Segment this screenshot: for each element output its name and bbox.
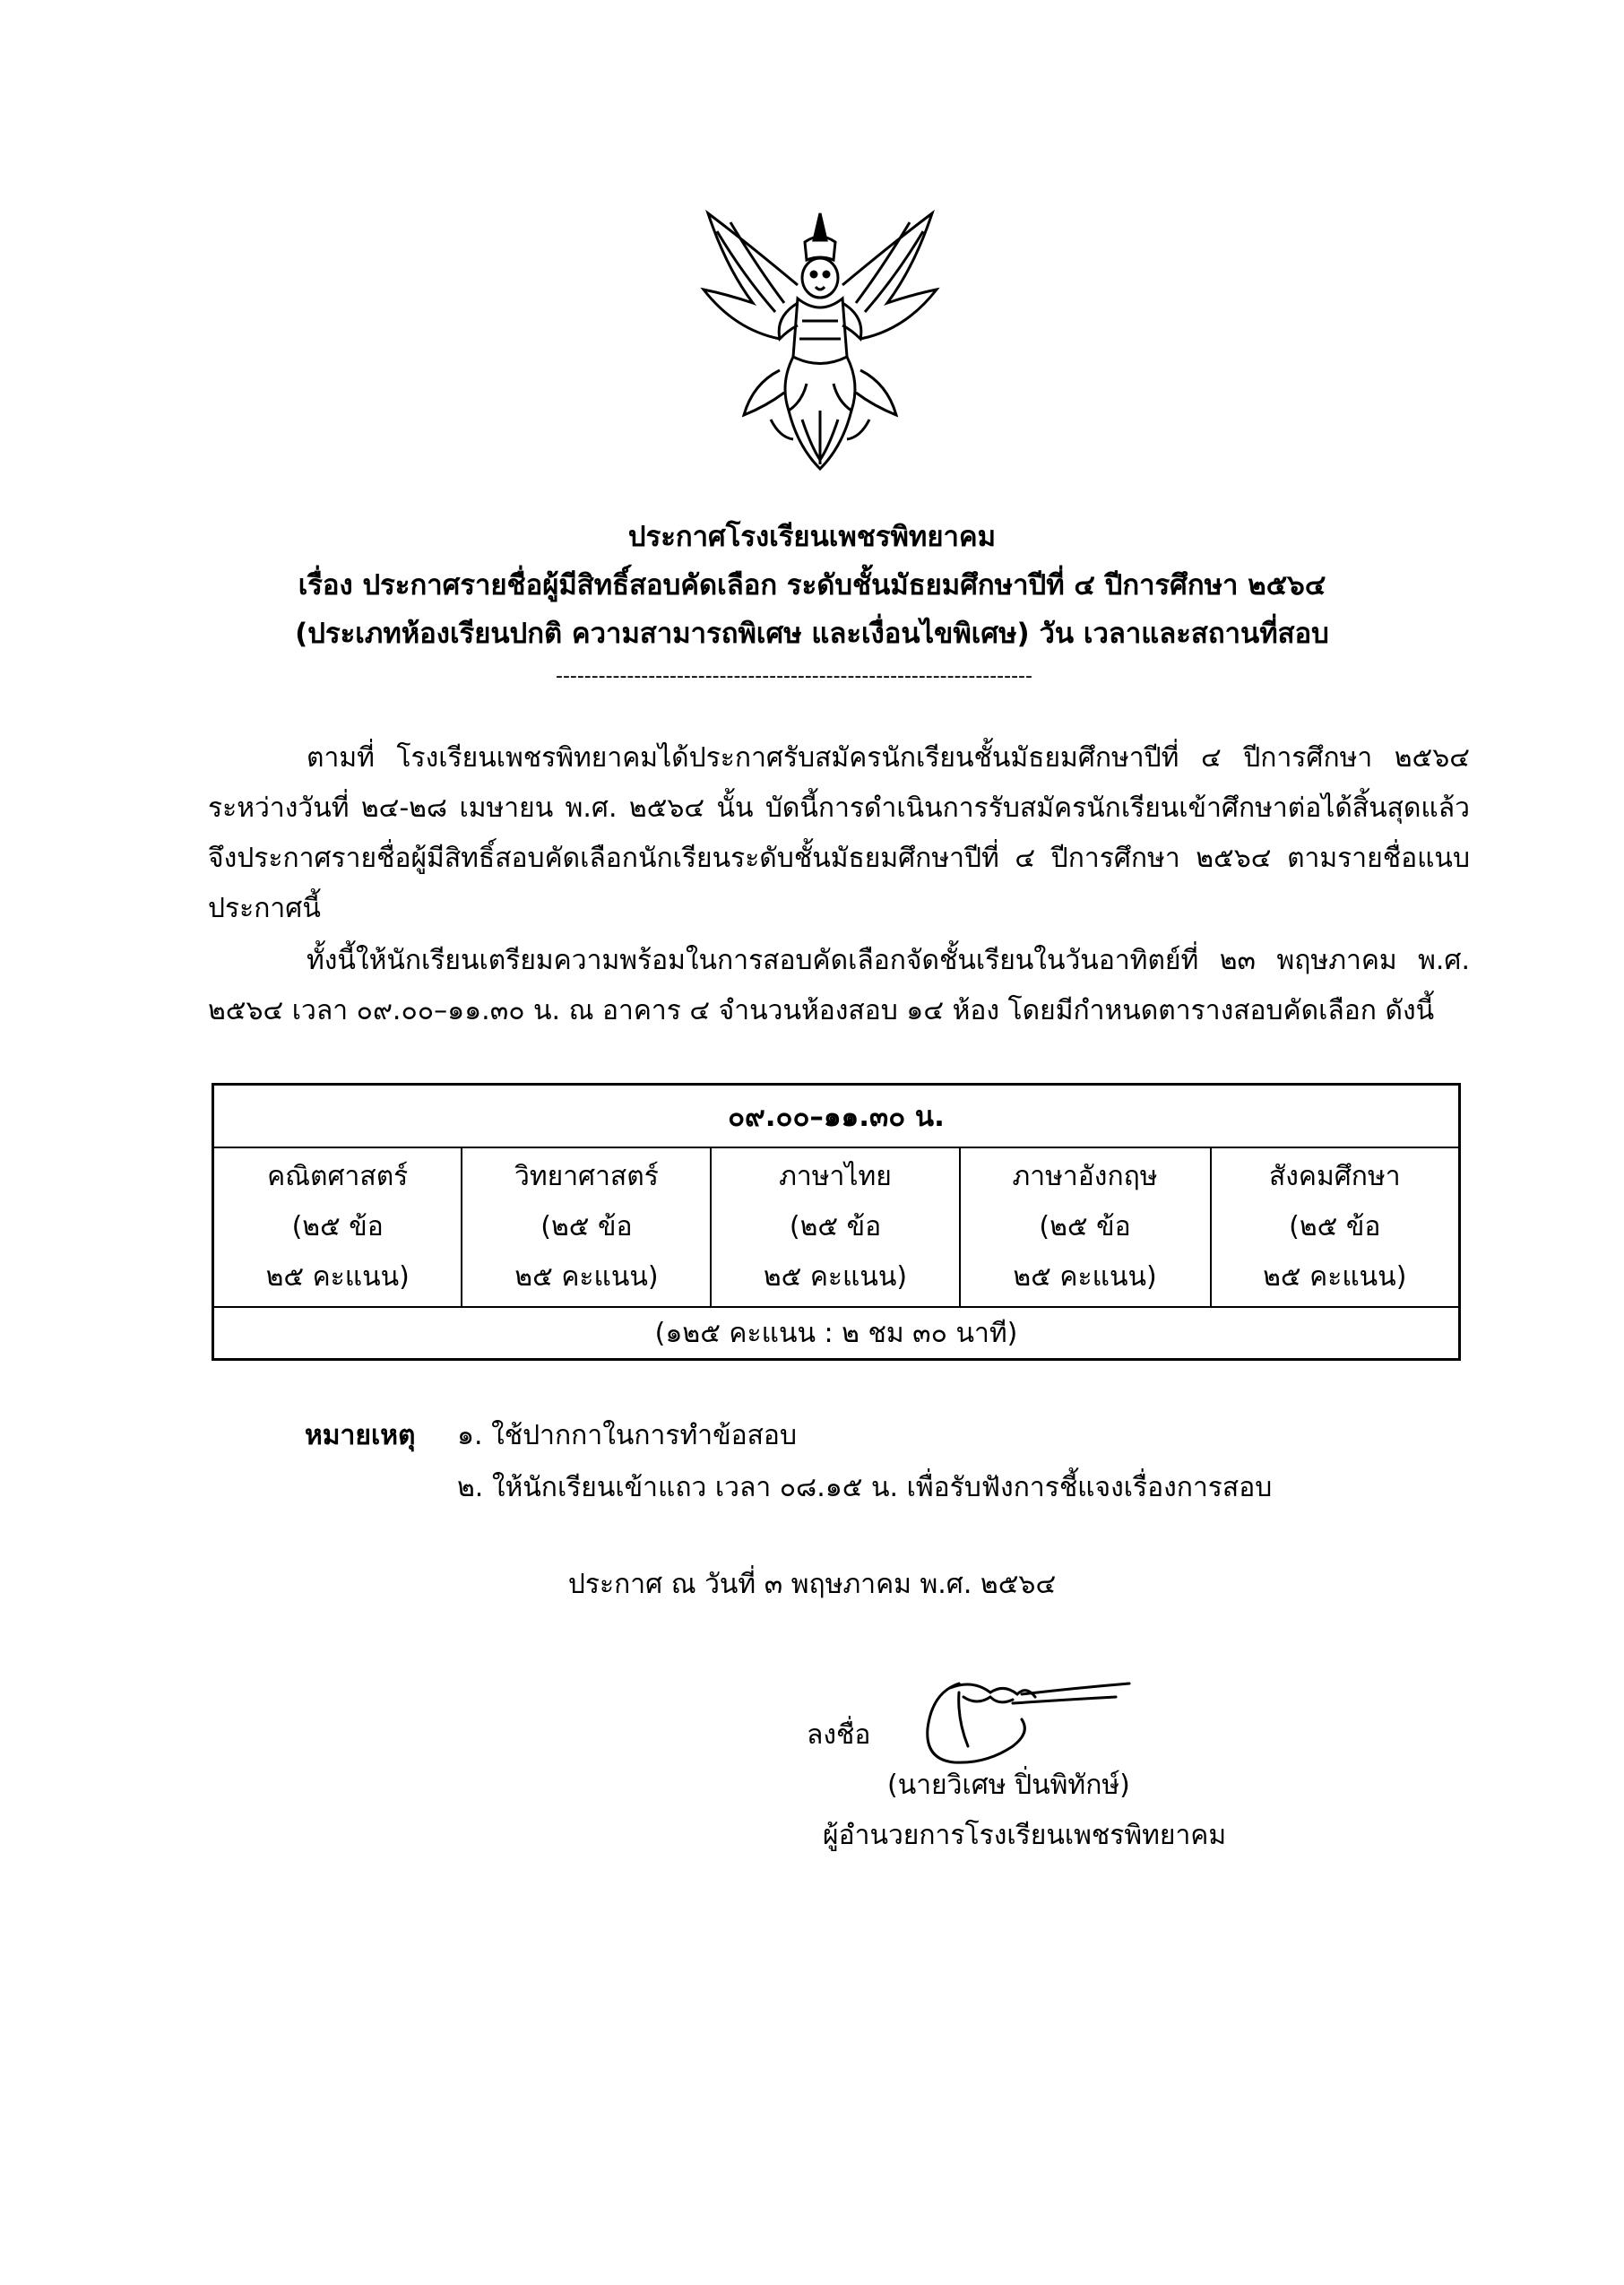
subjects-row	[213, 1147, 1460, 1307]
signer-name: (นายวิเศษ ปิ่นพิทักษ์)	[887, 1770, 1130, 1801]
exam-schedule-table	[212, 1083, 1461, 1361]
subject-score: ๒๕ คะแนน)	[1013, 1261, 1157, 1293]
announcement-subtitle: (ประเภทห้องเรียนปกติ ความสามารถพิเศษ และเงื่อนไขพิเศษ) วัน เวลาและสถานที่สอบ	[295, 618, 1329, 650]
subject-items: (๒๕ ข้อ	[789, 1211, 882, 1242]
subject-name: ภาษาอังกฤษ	[1012, 1161, 1158, 1192]
announcement-subject: เรื่อง ประกาศรายชื่อผู้มีสิทธิ์สอบคัดเลือก ระดับชั้นมัธยมศึกษาปีที่ ๔ ปีการศึกษา ๒๕๖๔	[298, 569, 1326, 602]
exam-total: (๑๒๕ คะแนน : ๒ ชม ๓๐ นาที)	[213, 1307, 1460, 1360]
time-row	[213, 1085, 1460, 1148]
subject-items: (๒๕ ข้อ	[291, 1211, 384, 1242]
announcement-title: ประกาศโรงเรียนเพชรพิทยาคม	[627, 521, 997, 553]
signature-icon	[905, 1657, 1138, 1773]
note-item: ๑. ใช้ปากกาในการทำข้อสอบ	[457, 1420, 797, 1451]
subject-name: สังคมศึกษา	[1268, 1161, 1401, 1192]
subject-score: ๒๕ คะแนน)	[1263, 1261, 1407, 1293]
subject-cell	[960, 1147, 1211, 1307]
subject-items: (๒๕ ข้อ	[540, 1211, 633, 1242]
body-paragraph-1: ตามที่ โรงเรียนเพชรพิทยาคมได้ประกาศรับสมัครนักเรียนชั้นมัธยมศึกษาปีที่ ๔ ปีการศึกษา ๒๕๖๔ ระหว่างวันที่ ๒๔-๒๘ เมษายน พ.ศ. ๒๕๖๔ นั้น บัดนี้การดำเนินการรับสมัครนักเรียนเข้าศึกษาต่อได้สิ้นสุดแล้ว จึงประกาศรายชื่อผู้มีสิทธิ์สอบคัดเลือกนักเรียนระดับชั้นมัธยมศึกษาปีที่ ๔ ปีการศึกษา ๒๕๖๔ ตามรายชื่อแนบประกาศนี้	[208, 742, 1470, 924]
note-item: ๒. ให้นักเรียนเข้าแถว เวลา ๐๘.๑๕ น. เพื่อรับฟังการชี้แจงเรื่องการสอบ	[457, 1472, 1273, 1503]
subject-score: ๒๕ คะแนน)	[514, 1261, 659, 1293]
subject-score: ๒๕ คะแนน)	[265, 1261, 410, 1293]
notes-label: หมายเหตุ	[305, 1420, 416, 1451]
subject-name: คณิตศาสตร์	[267, 1161, 409, 1192]
garuda-emblem-icon	[690, 204, 950, 473]
subject-cell	[711, 1147, 959, 1307]
exam-time: ๐๙.๐๐–๑๑.๓๐ น.	[213, 1085, 1460, 1148]
sign-label: ลงชื่อ	[807, 1719, 871, 1751]
subject-cell	[1211, 1147, 1460, 1307]
subject-cell	[213, 1147, 462, 1307]
subject-score: ๒๕ คะแนน)	[763, 1261, 908, 1293]
subject-items: (๒๕ ข้อ	[1039, 1211, 1131, 1242]
subject-cell	[462, 1147, 711, 1307]
subject-name: ภาษาไทย	[779, 1161, 892, 1192]
total-row	[213, 1307, 1460, 1360]
subject-items: (๒๕ ข้อ	[1289, 1211, 1381, 1242]
body-paragraph-2: ทั้งนี้ให้นักเรียนเตรียมความพร้อมในการสอบคัดเลือกจัดชั้นเรียนในวันอาทิตย์ที่ ๒๓ พฤษภาคม พ.ศ. ๒๕๖๔ เวลา ๐๙.๐๐–๑๑.๓๐ น. ณ อาคาร ๔ จำนวนห้องสอบ ๑๔ ห้อง โดยมีกำหนดตารางสอบคัดเลือก ดังนี้	[208, 945, 1470, 1026]
subject-name: วิทยาศาสตร์	[514, 1161, 659, 1192]
signer-position: ผู้อำนวยการโรงเรียนเพชรพิทยาคม	[823, 1820, 1227, 1851]
announce-date: ประกาศ ณ วันที่ ๓ พฤษภาคม พ.ศ. ๒๕๖๔	[567, 1569, 1057, 1600]
title-divider: -------------------------------------------------------------------	[556, 665, 1032, 688]
